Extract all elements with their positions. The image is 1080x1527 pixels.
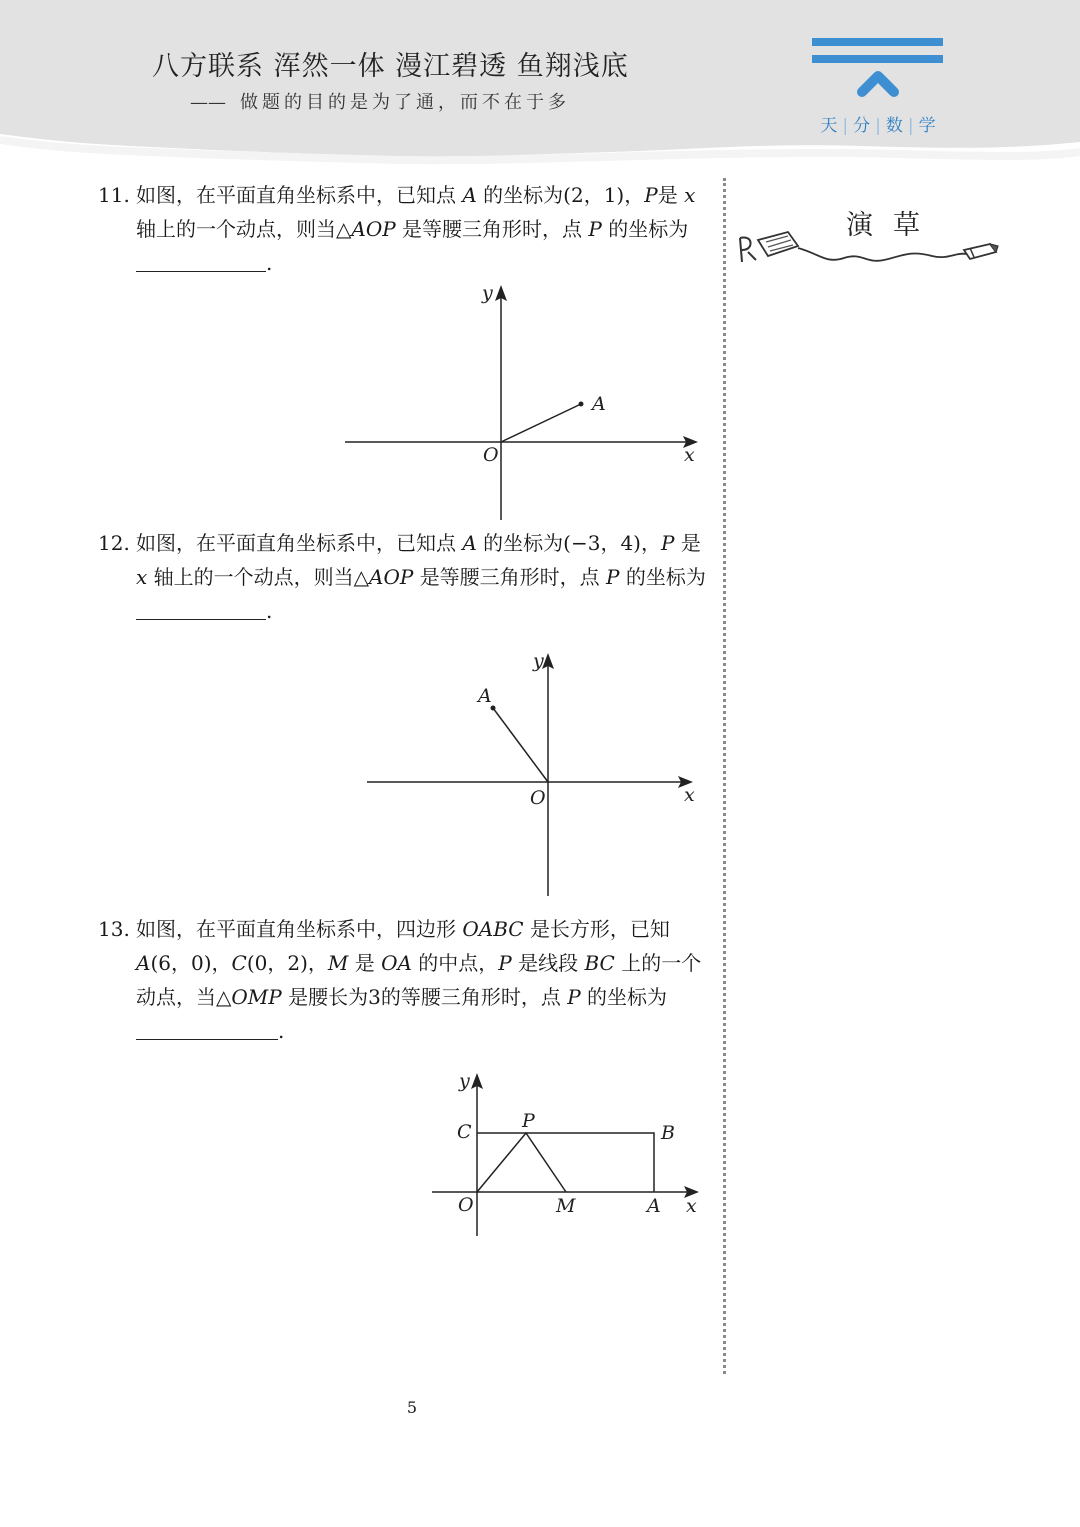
label-y: y xyxy=(533,650,544,672)
q13-text: 的中点， xyxy=(418,951,499,975)
point-a xyxy=(579,402,584,407)
label-m: M xyxy=(556,1195,576,1217)
q13-text: 如图，在平面直角坐标系中，四边形 xyxy=(136,917,456,941)
question-12 xyxy=(98,526,710,628)
q13-var-oa: OA xyxy=(381,951,412,975)
draft-area-title: 演草 xyxy=(846,210,940,241)
q13-text: (6，0)， xyxy=(150,951,232,975)
q11-var-p: P xyxy=(588,217,602,241)
answer-blank[interactable] xyxy=(136,1019,278,1040)
rectangle-oabc xyxy=(477,1133,654,1192)
answer-blank[interactable] xyxy=(136,599,266,620)
q12-var-a: A xyxy=(462,531,477,555)
q11-text: 是等腰三角形时，点 xyxy=(402,217,583,241)
q13-period: . xyxy=(278,1019,285,1043)
q12-var-p: P xyxy=(606,565,620,589)
q13-text: 是线段 xyxy=(518,951,579,975)
column-divider xyxy=(723,178,726,1374)
page-number: 5 xyxy=(406,1398,418,1417)
q11-var-a: A xyxy=(462,183,477,207)
label-p: P xyxy=(522,1110,535,1132)
q12-text: 的坐标为(−3，4)， xyxy=(483,531,661,555)
triangle-omp xyxy=(477,1133,566,1192)
q11-var-x: x xyxy=(684,183,696,207)
label-y: y xyxy=(459,1070,470,1092)
q12-var-aop: AOP xyxy=(369,565,414,589)
q13-var-oabc: OABC xyxy=(462,917,524,941)
q11-var-aop: AOP xyxy=(351,217,396,241)
q13-var-omp: OMP xyxy=(231,985,282,1009)
question-13 xyxy=(98,912,710,1048)
question-number: 13. xyxy=(98,917,130,941)
q13-text: 是腰长为3的等腰三角形时，点 xyxy=(288,985,561,1009)
q12-text: 的坐标为 xyxy=(625,565,706,589)
q13-var-bc: BC xyxy=(584,951,615,975)
q12-text: 如图，在平面直角坐标系中，已知点 xyxy=(136,531,456,555)
q12-text: 轴上的一个动点，则当△ xyxy=(153,565,370,589)
header-submotto xyxy=(190,88,570,114)
label-x: x xyxy=(684,784,695,806)
q13-text: (0，2)， xyxy=(246,951,328,975)
pencil-icon xyxy=(734,226,1000,272)
q11-var-p: P xyxy=(644,183,658,207)
label-a: A xyxy=(478,685,492,707)
brand-char-2: 分 xyxy=(853,116,871,136)
submotto-dash: —— xyxy=(190,92,226,113)
label-a: A xyxy=(592,393,606,415)
q13-text: 上的一个动点，当△ xyxy=(136,951,702,1009)
q11-text: 的坐标为 xyxy=(608,217,689,241)
q13-text: 是 xyxy=(354,951,375,975)
label-c: C xyxy=(457,1121,472,1143)
submotto-text: 做题的目的是为了通，而不在于多 xyxy=(240,92,570,113)
label-o: O xyxy=(458,1194,474,1216)
q11-period: . xyxy=(266,251,273,275)
q11-text: 轴上的一个动点，则当△ xyxy=(136,217,352,241)
question-number: 11. xyxy=(98,183,130,207)
q13-var-p: P xyxy=(567,985,581,1009)
figure-q11 xyxy=(340,280,710,525)
label-a: A xyxy=(647,1195,661,1217)
segment-oa xyxy=(493,708,548,782)
brand-char-3: 数 xyxy=(885,116,903,136)
q13-text: 的坐标为 xyxy=(587,985,668,1009)
label-x: x xyxy=(686,1195,697,1217)
q11-text: 是 xyxy=(657,183,678,207)
brand-char-4: 学 xyxy=(918,116,936,136)
question-number: 12. xyxy=(98,531,130,555)
figure-q12 xyxy=(362,648,710,898)
q12-var-p: P xyxy=(660,531,675,555)
q12-period: . xyxy=(266,599,273,623)
q13-var-a: A xyxy=(136,951,151,975)
segment-oa xyxy=(501,404,581,442)
label-b: B xyxy=(661,1122,675,1144)
brand-char-1: 天 xyxy=(820,116,838,136)
q13-text: 是长方形，已知 xyxy=(529,917,670,941)
q11-text: 如图，在平面直角坐标系中，已知点 xyxy=(136,183,456,207)
label-x: x xyxy=(684,444,695,466)
q13-var-m: M xyxy=(327,951,349,975)
label-o: O xyxy=(483,444,499,466)
q13-var-p: P xyxy=(498,951,512,975)
label-y: y xyxy=(482,282,493,304)
label-o: O xyxy=(530,787,546,809)
header-motto: 八方联系 浑然一体 漫江碧透 鱼翔浅底 xyxy=(152,51,629,82)
q12-text: 是 xyxy=(680,531,701,555)
q12-var-x: x xyxy=(136,565,148,589)
q13-var-c: C xyxy=(231,951,247,975)
figure-q13 xyxy=(428,1068,710,1240)
q12-text: 是等腰三角形时，点 xyxy=(419,565,600,589)
answer-blank[interactable] xyxy=(136,251,266,272)
q11-text: 的坐标为(2，1)， xyxy=(483,183,645,207)
question-11 xyxy=(98,178,710,280)
brand-name: 天 | 分 | 数 | 学 xyxy=(812,111,944,136)
